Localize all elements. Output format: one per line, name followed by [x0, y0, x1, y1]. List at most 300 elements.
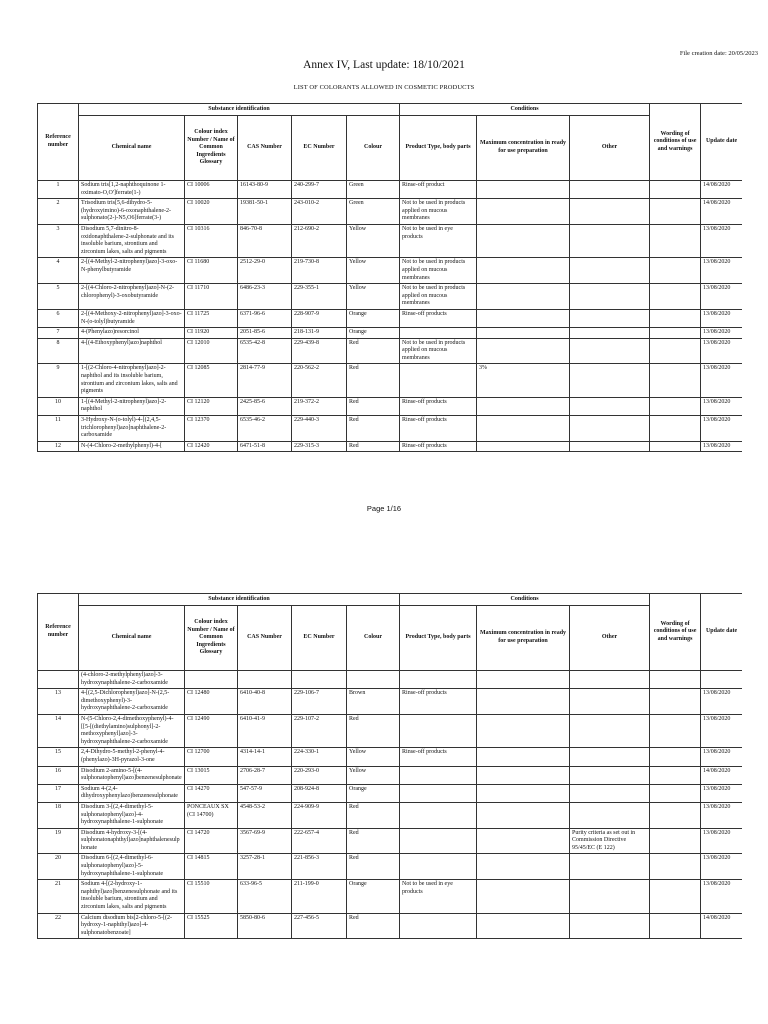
colorants-table-page-1 [37, 103, 742, 488]
cell-update-date [701, 671, 742, 689]
cell-other [570, 441, 650, 452]
cell-product-type: Rinse-off products [400, 748, 477, 766]
cell-product-type [400, 854, 477, 880]
cell-colour-index [185, 671, 238, 689]
cell-update-date: 13/08/2020 [701, 416, 742, 442]
cell-other [570, 880, 650, 913]
cell-colour [347, 671, 400, 689]
table-row [38, 784, 743, 802]
cell-chemical-name: Sodium 4-(2,4-dihydroxyphenylazo)benzenesulphonate [79, 784, 185, 802]
cell-chemical-name: Disodium 4-hydroxy-3-[(4-sulphonatonaphthyl)azo]naphthalenesulphonate [79, 828, 185, 854]
cell-update-date: 14/08/2020 [701, 913, 742, 939]
cell-update-date: 13/08/2020 [701, 441, 742, 452]
cell-max-concentration [477, 284, 570, 310]
header-colour-index: Colour index Number / Name of Common Ingredients Glossary [185, 116, 238, 181]
cell-reference: 22 [38, 913, 79, 939]
cell-colour-index: CI 14270 [185, 784, 238, 802]
cell-chemical-name: 4-[(4-Ethoxyphenyl)azo]naphthol [79, 338, 185, 364]
header-update-date: Update date [701, 104, 742, 181]
cell-colour: Red [347, 441, 400, 452]
table-row [38, 714, 743, 747]
cell-wording [650, 784, 701, 802]
cell-colour-index: CI 12480 [185, 689, 238, 715]
cell-wording [650, 748, 701, 766]
header-ec-number: EC Number [292, 116, 347, 181]
cell-ec-number: 220-293-0 [292, 766, 347, 784]
cell-colour: Yellow [347, 748, 400, 766]
cell-update-date: 13/08/2020 [701, 397, 742, 415]
cell-ec-number: 228-907-9 [292, 309, 347, 327]
cell-colour: Orange [347, 880, 400, 913]
header-other: Other [570, 606, 650, 671]
cell-product-type: Rinse-off products [400, 309, 477, 327]
header-max-concentration: Maximum concentration in ready for use preparation [477, 116, 570, 181]
cell-reference: 21 [38, 880, 79, 913]
cell-update-date: 14/08/2020 [701, 199, 742, 225]
cell-update-date: 13/08/2020 [701, 328, 742, 339]
cell-colour: Red [347, 364, 400, 397]
cell-update-date: 13/08/2020 [701, 802, 742, 828]
cell-other [570, 309, 650, 327]
cell-ec-number: 222-657-4 [292, 828, 347, 854]
cell-chemical-name: Disodium 3-[(2,4-dimethyl-5-sulphonatophenyl)azo]-4-hydroxynaphthalene-1-sulphonate [79, 802, 185, 828]
cell-chemical-name: 1-[(2-Chloro-4-nitrophenyl)azo]-2-naphthol and its insoluble barium, strontium and zirconium lakes, salts and pigments [79, 364, 185, 397]
cell-chemical-name: Sodium tris[1,2-naphthoquinone 1-oximato-O,O']ferrate(1-) [79, 181, 185, 199]
header-substance-identification: Substance identification [79, 104, 400, 116]
cell-product-type: Rinse-off products [400, 689, 477, 715]
cell-colour-index: PONCEAUX SX (CI 14700) [185, 802, 238, 828]
cell-reference: 1 [38, 181, 79, 199]
cell-colour: Orange [347, 328, 400, 339]
cell-cas-number: 633-96-5 [238, 880, 292, 913]
cell-reference: 14 [38, 714, 79, 747]
table-row [38, 854, 743, 880]
cell-chemical-name: 2-[(4-Methyl-2-nitrophenyl)azo]-3-oxo-N-phenylbutyramide [79, 258, 185, 284]
cell-wording [650, 328, 701, 339]
cell-wording [650, 913, 701, 939]
cell-product-type [400, 784, 477, 802]
page-title: Annex IV, Last update: 18/10/2021 [303, 59, 465, 71]
cell-chemical-name: Sodium 4-[(2-hydroxy-1-naphthyl)azo]benzenesulphonate and its insoluble barium, strontium and zirconium lakes, salts and pigments [79, 880, 185, 913]
cell-wording [650, 224, 701, 257]
header-update-date: Update date [701, 594, 742, 671]
cell-max-concentration [477, 828, 570, 854]
cell-update-date: 14/08/2020 [701, 181, 742, 199]
cell-reference: 19 [38, 828, 79, 854]
header-cas-number: CAS Number [238, 606, 292, 671]
cell-product-type [400, 766, 477, 784]
cell-other [570, 784, 650, 802]
cell-colour: Red [347, 714, 400, 747]
cell-wording [650, 766, 701, 784]
header-max-concentration: Maximum concentration in ready for use preparation [477, 606, 570, 671]
cell-product-type: Not to be used in products applied on mucous membranes [400, 199, 477, 225]
cell-product-type: Rinse-off product [400, 181, 477, 199]
cell-chemical-name: 2-[(4-Methoxy-2-nitrophenyl)azo]-3-oxo-N-(o-tolyl)butyramide [79, 309, 185, 327]
cell-update-date: 13/08/2020 [701, 854, 742, 880]
cell-reference: 6 [38, 309, 79, 327]
header-other: Other [570, 116, 650, 181]
header-colour: Colour [347, 606, 400, 671]
table-row [38, 258, 743, 284]
cell-cas-number: 6471-51-8 [238, 441, 292, 452]
cell-colour: Red [347, 338, 400, 364]
header-wording: Wording of conditions of use and warnings [650, 104, 701, 181]
table-row [38, 671, 743, 689]
cell-cas-number: 4314-14-1 [238, 748, 292, 766]
cell-cas-number: 3257-28-1 [238, 854, 292, 880]
cell-colour: Green [347, 199, 400, 225]
colorants-table-page-2 [37, 593, 742, 1024]
cell-product-type: Rinse-off products [400, 441, 477, 452]
cell-colour-index: CI 10020 [185, 199, 238, 225]
cell-wording [650, 181, 701, 199]
table-row [38, 766, 743, 784]
cell-wording [650, 880, 701, 913]
cell-wording [650, 671, 701, 689]
table-row [38, 880, 743, 913]
header-chemical-name: Chemical name [79, 606, 185, 671]
cell-reference: 11 [38, 416, 79, 442]
cell-cas-number: 6410-41-9 [238, 714, 292, 747]
cell-ec-number: 240-299-7 [292, 181, 347, 199]
cell-product-type: Not to be used in eye products [400, 224, 477, 257]
table-row [38, 224, 743, 257]
cell-colour: Red [347, 828, 400, 854]
cell-chemical-name: Disodium 6-[(2,4-dimethyl-6-sulphonatophenyl)azo]-5-hydroxynaphthalene-1-sulphonate [79, 854, 185, 880]
cell-update-date: 13/08/2020 [701, 748, 742, 766]
table-row [38, 416, 743, 442]
cell-other [570, 913, 650, 939]
cell-ec-number: 229-315-3 [292, 441, 347, 452]
cell-wording [650, 802, 701, 828]
cell-update-date: 13/08/2020 [701, 364, 742, 397]
cell-colour: Red [347, 854, 400, 880]
cell-wording [650, 441, 701, 452]
cell-reference: 4 [38, 258, 79, 284]
cell-max-concentration [477, 880, 570, 913]
cell-reference: 2 [38, 199, 79, 225]
cell-product-type: Rinse-off products [400, 397, 477, 415]
cell-max-concentration [477, 714, 570, 747]
cell-reference: 15 [38, 748, 79, 766]
cell-cas-number: 6371-96-6 [238, 309, 292, 327]
cell-colour-index: CI 12490 [185, 714, 238, 747]
table-row [38, 328, 743, 339]
header-reference: Reference number [38, 104, 79, 181]
cell-reference: 3 [38, 224, 79, 257]
cell-wording [650, 689, 701, 715]
cell-colour: Green [347, 181, 400, 199]
table-row [38, 689, 743, 715]
cell-colour-index: CI 12700 [185, 748, 238, 766]
header-substance-identification: Substance identification [79, 594, 400, 606]
cell-max-concentration [477, 309, 570, 327]
cell-max-concentration [477, 802, 570, 828]
cell-update-date: 13/08/2020 [701, 784, 742, 802]
cell-colour-index: CI 14720 [185, 828, 238, 854]
cell-cas-number: 6535-46-2 [238, 416, 292, 442]
cell-reference [38, 671, 79, 689]
cell-chemical-name: 2,4-Dihydro-5-methyl-2-phenyl-4-(phenylazo)-3H-pyrazol-3-one [79, 748, 185, 766]
cell-reference: 18 [38, 802, 79, 828]
cell-chemical-name: 4-(Phenylazo)resorcinol [79, 328, 185, 339]
cell-ec-number: 221-856-3 [292, 854, 347, 880]
cell-update-date: 14/08/2020 [701, 766, 742, 784]
cell-colour-index: CI 11710 [185, 284, 238, 310]
cell-chemical-name: 1-[(4-Methyl-2-nitrophenyl)azo]-2-naphthol [79, 397, 185, 415]
cell-reference: 20 [38, 854, 79, 880]
cell-reference: 17 [38, 784, 79, 802]
cell-colour: Yellow [347, 766, 400, 784]
cell-colour-index: CI 12370 [185, 416, 238, 442]
table-row [38, 748, 743, 766]
cell-colour-index: CI 11725 [185, 309, 238, 327]
cell-cas-number: 19381-50-1 [238, 199, 292, 225]
cell-update-date: 13/08/2020 [701, 689, 742, 715]
cell-update-date: 13/08/2020 [701, 714, 742, 747]
cell-product-type [400, 913, 477, 939]
header-cas-number: CAS Number [238, 116, 292, 181]
table-row [38, 364, 743, 397]
cell-colour-index: CI 13015 [185, 766, 238, 784]
cell-wording [650, 397, 701, 415]
table-row [38, 284, 743, 310]
cell-ec-number: 229-439-8 [292, 338, 347, 364]
cell-reference: 10 [38, 397, 79, 415]
cell-colour-index: CI 12120 [185, 397, 238, 415]
cell-colour: Brown [347, 689, 400, 715]
cell-other [570, 671, 650, 689]
cell-ec-number: 227-456-5 [292, 913, 347, 939]
cell-wording [650, 258, 701, 284]
cell-product-type [400, 714, 477, 747]
cell-ec-number: 219-372-2 [292, 397, 347, 415]
cell-reference: 8 [38, 338, 79, 364]
cell-product-type [400, 828, 477, 854]
cell-colour-index: CI 11920 [185, 328, 238, 339]
cell-ec-number: 229-440-3 [292, 416, 347, 442]
header-colour-index: Colour index Number / Name of Common Ingredients Glossary [185, 606, 238, 671]
page-subtitle: LIST OF COLORANTS ALLOWED IN COSMETIC PRODUCTS [293, 84, 475, 91]
cell-colour-index: CI 10316 [185, 224, 238, 257]
cell-ec-number: 219-730-8 [292, 258, 347, 284]
cell-chemical-name: 2-[(4-Chloro-2-nitrophenyl)azo]-N-(2-chlorophenyl)-3-oxobutyramide [79, 284, 185, 310]
cell-other [570, 338, 650, 364]
cell-max-concentration [477, 258, 570, 284]
cell-max-concentration [477, 784, 570, 802]
table-row [38, 199, 743, 225]
cell-reference: 9 [38, 364, 79, 397]
cell-ec-number: 224-909-9 [292, 802, 347, 828]
cell-max-concentration [477, 199, 570, 225]
header-conditions: Conditions [400, 104, 650, 116]
cell-colour-index: CI 10006 [185, 181, 238, 199]
cell-colour: Orange [347, 309, 400, 327]
cell-wording [650, 854, 701, 880]
cell-other [570, 181, 650, 199]
cell-other [570, 854, 650, 880]
cell-wording [650, 828, 701, 854]
cell-chemical-name: Trisodium tris[5,6-dihydro-5-(hydroxyimino)-6-oxonaphthalene-2-sulphonato(2-)-N5,O6]ferrate(3-) [79, 199, 185, 225]
cell-product-type [400, 802, 477, 828]
cell-wording [650, 416, 701, 442]
cell-update-date: 13/08/2020 [701, 309, 742, 327]
cell-colour-index: CI 12085 [185, 364, 238, 397]
cell-ec-number: 212-690-2 [292, 224, 347, 257]
cell-max-concentration [477, 416, 570, 442]
cell-wording [650, 338, 701, 364]
cell-cas-number: 2425-85-6 [238, 397, 292, 415]
cell-product-type: Not to be used in eye products [400, 880, 477, 913]
cell-other [570, 364, 650, 397]
cell-product-type [400, 671, 477, 689]
cell-ec-number: 218-131-9 [292, 328, 347, 339]
cell-cas-number: 16143-80-9 [238, 181, 292, 199]
table-row [38, 397, 743, 415]
cell-max-concentration [477, 854, 570, 880]
cell-max-concentration [477, 338, 570, 364]
header-product-type: Product Type, body parts [400, 606, 477, 671]
cell-colour: Yellow [347, 284, 400, 310]
cell-cas-number: 846-70-8 [238, 224, 292, 257]
cell-product-type: Not to be used in products applied on mucous membranes [400, 258, 477, 284]
cell-reference: 5 [38, 284, 79, 310]
cell-chemical-name: N-(5-Chloro-2,4-dimethoxyphenyl)-4-[[5-[(diethylamino)sulphonyl]-2-methoxyphenyl]azo]-3-hydroxynaphthalene-2-carboxamide [79, 714, 185, 747]
file-creation-date: File creation date: 20/05/2023 [679, 50, 758, 57]
cell-max-concentration [477, 224, 570, 257]
cell-colour: Red [347, 913, 400, 939]
cell-wording [650, 309, 701, 327]
cell-other: Purity criteria as set out in Commission Directive 95/45/EC (E 122) [570, 828, 650, 854]
cell-ec-number: 208-924-8 [292, 784, 347, 802]
cell-other [570, 284, 650, 310]
cell-other [570, 328, 650, 339]
cell-colour: Red [347, 802, 400, 828]
cell-cas-number: 6410-40-8 [238, 689, 292, 715]
cell-chemical-name: N-(4-Chloro-2-methylphenyl)-4-[ [79, 441, 185, 452]
cell-update-date: 13/08/2020 [701, 224, 742, 257]
cell-other [570, 199, 650, 225]
header-reference: Reference number [38, 594, 79, 671]
table-row [38, 828, 743, 854]
cell-other [570, 802, 650, 828]
table-row [38, 309, 743, 327]
cell-reference: 13 [38, 689, 79, 715]
cell-product-type [400, 364, 477, 397]
cell-update-date: 13/08/2020 [701, 258, 742, 284]
header-colour: Colour [347, 116, 400, 181]
cell-wording [650, 284, 701, 310]
cell-product-type: Rinse-off products [400, 416, 477, 442]
cell-cas-number: 6486-23-3 [238, 284, 292, 310]
cell-max-concentration [477, 689, 570, 715]
cell-cas-number: 6535-42-8 [238, 338, 292, 364]
cell-other [570, 397, 650, 415]
cell-chemical-name: (4-chloro-2-methylphenyl)azo]-3-hydroxynaphthalene-2-carboxamide [79, 671, 185, 689]
cell-reference: 12 [38, 441, 79, 452]
cell-wording [650, 714, 701, 747]
cell-max-concentration: 3% [477, 364, 570, 397]
cell-ec-number: 229-107-2 [292, 714, 347, 747]
header-conditions: Conditions [400, 594, 650, 606]
cell-cas-number: 547-57-9 [238, 784, 292, 802]
cell-chemical-name: Disodium 5,7-dinitro-8-oxidonaphthalene-2-sulphonate and its insoluble barium, strontium and zirconium lakes, salts and pigments [79, 224, 185, 257]
cell-ec-number: 211-199-0 [292, 880, 347, 913]
cell-colour: Red [347, 397, 400, 415]
cell-colour: Orange [347, 784, 400, 802]
table-row [38, 181, 743, 199]
cell-cas-number [238, 671, 292, 689]
table-row [38, 441, 743, 452]
cell-cas-number: 2706-28-7 [238, 766, 292, 784]
cell-update-date: 13/08/2020 [701, 284, 742, 310]
cell-max-concentration [477, 328, 570, 339]
cell-ec-number: 220-562-2 [292, 364, 347, 397]
header-ec-number: EC Number [292, 606, 347, 671]
cell-max-concentration [477, 913, 570, 939]
cell-ec-number: 229-106-7 [292, 689, 347, 715]
cell-ec-number: 229-355-1 [292, 284, 347, 310]
cell-product-type: Not to be used in products applied on mucous membranes [400, 284, 477, 310]
cell-chemical-name: 4-[(2,5-Dichlorophenyl)azo]-N-(2,5-dimethoxyphenyl)-3-hydroxynaphthalene-2-carboxamide [79, 689, 185, 715]
header-chemical-name: Chemical name [79, 116, 185, 181]
table-row [38, 913, 743, 939]
cell-update-date: 13/08/2020 [701, 338, 742, 364]
cell-other [570, 224, 650, 257]
cell-other [570, 714, 650, 747]
cell-colour-index: CI 12010 [185, 338, 238, 364]
cell-colour-index: CI 11680 [185, 258, 238, 284]
cell-cas-number: 2051-85-6 [238, 328, 292, 339]
header-product-type: Product Type, body parts [400, 116, 477, 181]
cell-cas-number: 3567-69-9 [238, 828, 292, 854]
cell-colour: Red [347, 416, 400, 442]
cell-max-concentration [477, 748, 570, 766]
cell-wording [650, 364, 701, 397]
cell-chemical-name: Calcium disodium bis[2-chloro-5-[(2-hydroxy-1-naphthyl)azo]-4-sulphonatobenzoate] [79, 913, 185, 939]
cell-product-type: Not to be used in products applied on mucous membranes [400, 338, 477, 364]
cell-colour-index: CI 12420 [185, 441, 238, 452]
cell-other [570, 766, 650, 784]
cell-other [570, 689, 650, 715]
cell-cas-number: 4548-53-2 [238, 802, 292, 828]
cell-ec-number: 243-010-2 [292, 199, 347, 225]
cell-other [570, 258, 650, 284]
header-wording: Wording of conditions of use and warnings [650, 594, 701, 671]
cell-max-concentration [477, 181, 570, 199]
cell-colour-index: CI 15525 [185, 913, 238, 939]
cell-update-date: 13/08/2020 [701, 828, 742, 854]
cell-chemical-name: 3-Hydroxy-N-(o-tolyl)-4-[(2,4,5-trichlorophenyl)azo]naphthalene-2-carboxamide [79, 416, 185, 442]
cell-other [570, 748, 650, 766]
cell-update-date: 13/08/2020 [701, 880, 742, 913]
cell-product-type [400, 328, 477, 339]
cell-max-concentration [477, 766, 570, 784]
cell-reference: 16 [38, 766, 79, 784]
cell-cas-number: 2814-77-9 [238, 364, 292, 397]
cell-ec-number: 224-330-1 [292, 748, 347, 766]
cell-wording [650, 199, 701, 225]
cell-colour-index: CI 14815 [185, 854, 238, 880]
cell-colour-index: CI 15510 [185, 880, 238, 913]
cell-cas-number: 2512-29-0 [238, 258, 292, 284]
cell-max-concentration [477, 671, 570, 689]
page-number: Page 1/16 [366, 504, 402, 513]
cell-ec-number [292, 671, 347, 689]
cell-max-concentration [477, 397, 570, 415]
table-row [38, 802, 743, 828]
